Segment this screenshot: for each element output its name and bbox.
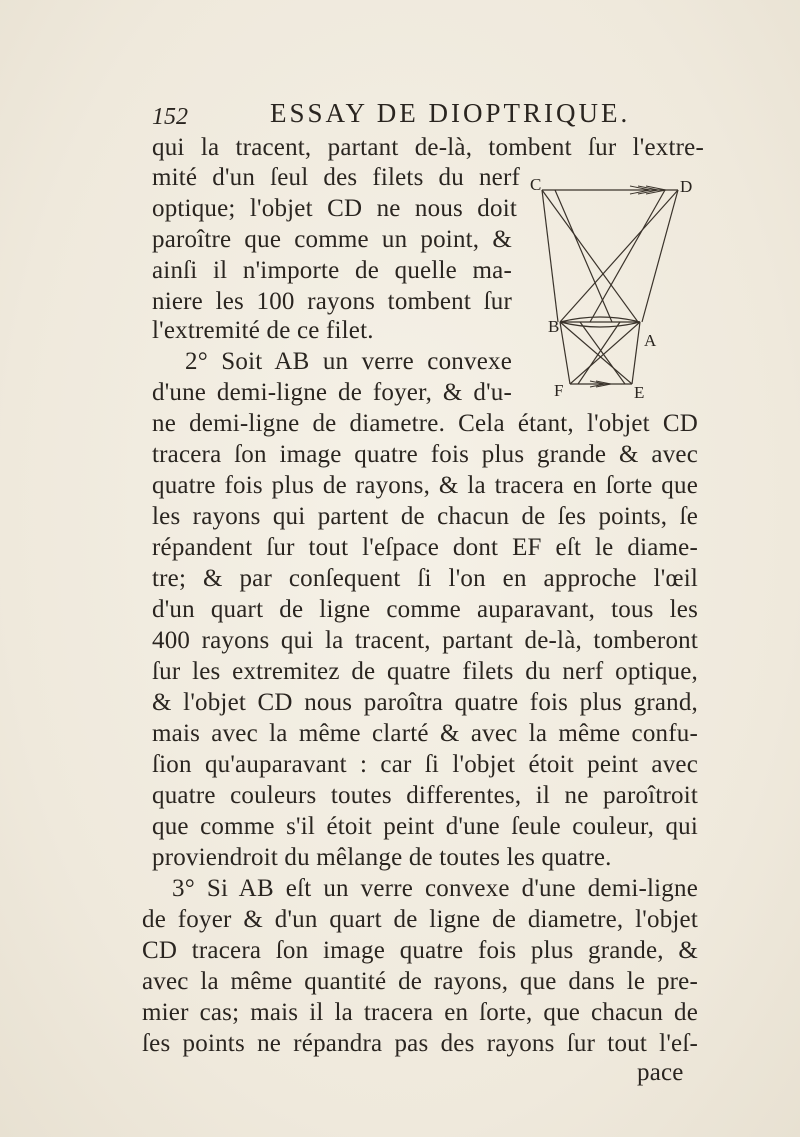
text-line: que comme s'il étoit peint d'une ſeule couleur, qui — [152, 813, 698, 840]
text-line: niere les 100 rayons tombent ſur — [152, 288, 512, 315]
text-line: tre; & par conſequent ſi l'on en approche l'œil — [152, 565, 698, 592]
text-line: l'extremité de ce filet. — [152, 317, 374, 344]
label-f: F — [554, 381, 564, 400]
text-line: 400 rayons qui la tracent, partant de-là, tomberont — [152, 627, 698, 654]
text-line: ſes points ne répandra pas des rayons ſur tout l'eſ- — [142, 1030, 698, 1057]
text-line: 3° Si AB eſt un verre convexe d'une demi-ligne — [172, 875, 698, 902]
text-line: & l'objet CD nous paroîtra quatre fois plus grand, — [152, 689, 698, 716]
text-line: optique; l'objet CD ne nous doit — [152, 195, 517, 222]
text-line: 2° Soit AB un verre convexe — [185, 348, 512, 375]
running-title: ESSAY DE DIOPTRIQUE. — [270, 98, 631, 128]
text-line: mier cas; mais il la tracera en ſorte, que chacun de — [142, 999, 698, 1026]
text-line: ne demi-ligne de diametre. Cela étant, l'objet CD — [152, 410, 698, 437]
label-a: A — [644, 331, 657, 350]
label-d: D — [680, 177, 693, 196]
text-line: ainſi il n'importe de quelle ma- — [152, 257, 512, 284]
label-e: E — [634, 383, 645, 402]
catchword: pace — [637, 1059, 684, 1086]
text-line: qui la tracent, partant de-là, tombent ſur l'extre- — [152, 134, 704, 161]
text-line: mité d'un ſeul des filets du nerf — [152, 164, 520, 191]
label-c: C — [530, 175, 542, 194]
text-line: d'un quart de ligne comme auparavant, tous les — [152, 596, 698, 623]
optical-diagram — [530, 172, 705, 404]
text-line: de foyer & d'un quart de ligne de diametre, l'objet — [142, 906, 698, 933]
text-line: avec la même quantité de rayons, que dans le pre- — [142, 968, 698, 995]
optical-diagram-svg — [530, 172, 705, 404]
text-line: ſion qu'auparavant : car ſi l'objet étoit peint avec — [152, 751, 698, 778]
text-line: tracera ſon image quatre fois plus grande & avec — [152, 441, 698, 468]
ray-left-outer — [542, 190, 558, 322]
text-line: d'une demi-ligne de foyer, & d'u- — [152, 379, 512, 406]
text-line: ſur les extremitez de quatre filets du nerf optique, — [152, 658, 698, 685]
page-number: 152 — [152, 104, 188, 130]
label-b: B — [548, 317, 560, 336]
text-line: paroître que comme un point, & — [152, 226, 512, 253]
text-line: répandent ſur tout l'eſpace dont EF eſt le diame- — [152, 534, 698, 561]
text-line: proviendroit du mêlange de toutes les quatre. — [152, 844, 612, 871]
text-line: quatre couleurs toutes differentes, il ne paroîtroit — [152, 782, 698, 809]
text-line: CD tracera ſon image quatre fois plus grande, & — [142, 937, 698, 964]
text-line: les rayons qui partent de chacun de ſes points, ſe — [152, 503, 698, 530]
text-line: quatre fois plus de rayons, & la tracera en ſorte que — [152, 472, 698, 499]
text-line: mais avec la même clarté & avec la même confu- — [152, 720, 698, 747]
